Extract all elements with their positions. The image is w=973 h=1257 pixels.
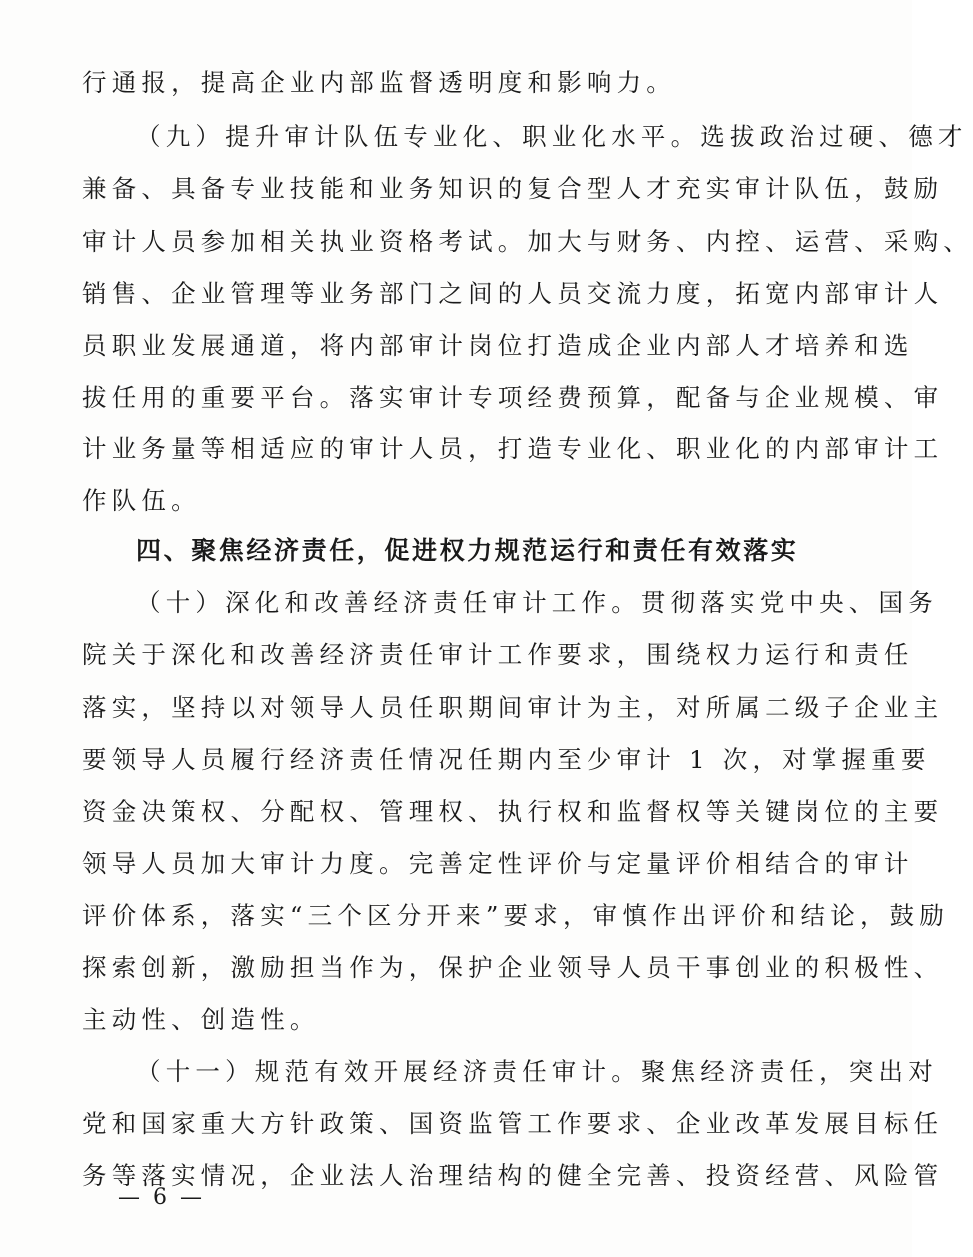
text-line: 作队伍。 [82, 486, 201, 515]
text-line: 计业务量等相适应的审计人员，打造专业化、职业化的内部审计工 [82, 434, 944, 463]
page-number: — 6 — [118, 1185, 205, 1210]
text-line: 销售、企业管理等业务部门之间的人员交流力度，拓宽内部审计人 [82, 279, 944, 308]
text-line: 主动性、创造性。 [82, 1005, 320, 1034]
text-line: 党和国家重大方针政策、国资监管工作要求、企业改革发展目标任 [82, 1109, 944, 1138]
paragraph-9-heading-line: （九）提升审计队伍专业化、职业化水平。选拔政治过硬、德才 [136, 122, 968, 151]
text-line: 拔任用的重要平台。落实审计专项经费预算，配备与企业规模、审 [82, 383, 944, 412]
text-line: 院关于深化和改善经济责任审计工作要求，围绕权力运行和责任 [82, 640, 914, 669]
text-line: 审计人员参加相关执业资格考试。加大与财务、内控、运营、采购、 [82, 227, 973, 256]
paragraph-11-heading-line: （十一）规范有效开展经济责任审计。聚焦经济责任，突出对 [136, 1057, 938, 1086]
text-line: 员职业发展通道，将内部审计岗位打造成企业内部人才培养和选 [82, 331, 914, 360]
text-line: 务等落实情况，企业法人治理结构的健全完善、投资经营、风险管 [82, 1161, 944, 1190]
text-line: 资金决策权、分配权、管理权、执行权和监督权等关键岗位的主要 [82, 797, 944, 826]
text-line: 评价体系，落实“三个区分开来”要求，审慎作出评价和结论，鼓励 [82, 901, 950, 930]
text-line: 领导人员加大审计力度。完善定性评价与定量评价相结合的审计 [82, 849, 914, 878]
text-line: 探索创新，激励担当作为，保护企业领导人员干事创业的积极性、 [82, 953, 944, 982]
text-line: 兼备、具备专业技能和业务知识的复合型人才充实审计队伍，鼓励 [82, 174, 944, 203]
text-line: 行通报，提高企业内部监督透明度和影响力。 [82, 68, 676, 97]
section-heading: 四、聚焦经济责任，促进权力规范运行和责任有效落实 [136, 536, 799, 565]
text-line: 要领导人员履行经济责任情况任期内至少审计 1 次，对掌握重要 [82, 745, 931, 774]
paragraph-10-heading-line: （十）深化和改善经济责任审计工作。贯彻落实党中央、国务 [136, 588, 938, 617]
text-line: 落实，坚持以对领导人员任职期间审计为主，对所属二级子企业主 [82, 693, 944, 722]
